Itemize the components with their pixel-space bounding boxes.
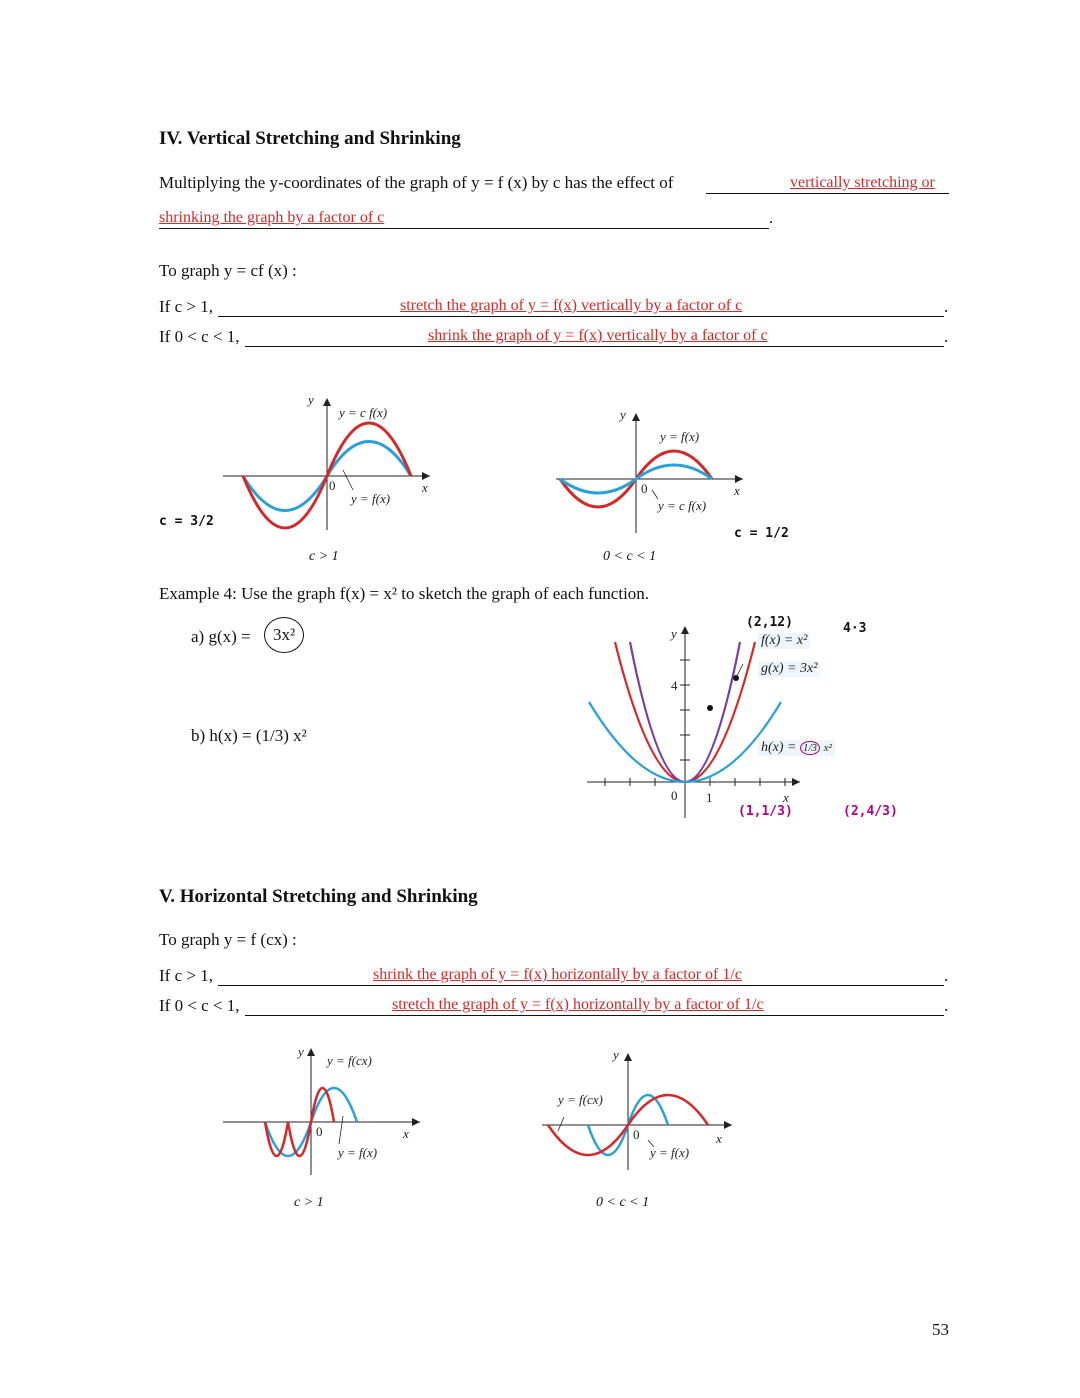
to-graph-fcx: To graph y = f (cx) : bbox=[159, 930, 297, 949]
label-f: y = f(x) bbox=[660, 429, 700, 444]
period: . bbox=[944, 297, 949, 316]
y-axis-label: y bbox=[308, 392, 314, 407]
h-case-2-label: If 0 < c < 1, bbox=[159, 996, 240, 1015]
h-case-2-answer: stretch the graph of y = f(x) horizontally by a factor of 1/c bbox=[392, 996, 764, 1013]
period: . bbox=[944, 327, 949, 346]
answer-line bbox=[159, 228, 769, 229]
label-h-suffix: x² bbox=[823, 742, 832, 754]
example-4-prompt: Example 4: Use the graph f(x) = x² to sketch the graph of each function. bbox=[159, 584, 650, 603]
vertical-stretch-graph bbox=[215, 390, 445, 540]
answer-line bbox=[218, 985, 944, 986]
caption-c-lt-1: 0 < c < 1 bbox=[603, 549, 657, 564]
y-axis-label: y bbox=[671, 626, 677, 641]
part-a-circled-expression: 3x² bbox=[264, 617, 304, 653]
x-axis-arrow bbox=[792, 778, 800, 786]
x-axis-label: x bbox=[734, 483, 740, 498]
y-axis-arrow bbox=[323, 398, 331, 406]
answer-line bbox=[218, 316, 944, 317]
x-axis-arrow bbox=[724, 1121, 732, 1129]
intro-answer-1: vertically stretching or bbox=[790, 174, 935, 191]
y-axis-label: y bbox=[298, 1044, 304, 1059]
pointer-line bbox=[558, 1117, 564, 1131]
case-2-label: If 0 < c < 1, bbox=[159, 327, 240, 346]
label-fcx: y = f(cx) bbox=[558, 1092, 603, 1107]
label-f-x-squared: f(x) = x² bbox=[758, 633, 810, 649]
horizontal-shrink-graph bbox=[215, 1040, 430, 1180]
period: . bbox=[944, 996, 949, 1015]
origin-label: 0 bbox=[641, 481, 648, 496]
case-1-label: If c > 1, bbox=[159, 297, 213, 316]
y-axis-label: y bbox=[613, 1047, 619, 1062]
x-axis-label: x bbox=[783, 790, 789, 805]
section-4-heading: IV. Vertical Stretching and Shrinking bbox=[159, 128, 461, 149]
x-axis-label: x bbox=[716, 1131, 722, 1146]
origin-label: 0 bbox=[633, 1127, 640, 1142]
label-h-prefix: h(x) = bbox=[761, 740, 797, 755]
period: . bbox=[944, 966, 949, 985]
label-cf: y = c f(x) bbox=[339, 405, 388, 420]
h-caption-c-gt-1: c > 1 bbox=[294, 1195, 324, 1210]
page-number: 53 bbox=[932, 1320, 949, 1339]
h-caption-c-lt-1: 0 < c < 1 bbox=[596, 1195, 650, 1210]
h-case-1-label: If c > 1, bbox=[159, 966, 213, 985]
answer-line bbox=[245, 346, 944, 347]
x-axis-arrow bbox=[412, 1118, 420, 1126]
pointer-line bbox=[343, 470, 353, 490]
x-axis-arrow bbox=[422, 472, 430, 480]
section-5-heading: V. Horizontal Stretching and Shrinking bbox=[159, 886, 478, 907]
label-h-fraction: 1/3 bbox=[800, 741, 820, 755]
answer-line bbox=[245, 1015, 944, 1016]
origin-label: 0 bbox=[316, 1124, 323, 1139]
label-f: y = f(x) bbox=[650, 1145, 690, 1160]
caption-c-gt-1: c > 1 bbox=[309, 549, 339, 564]
tick-4-label: 4 bbox=[671, 678, 678, 693]
pointer-line bbox=[339, 1116, 343, 1144]
x-axis-label: x bbox=[422, 480, 428, 495]
point-g-1 bbox=[707, 705, 713, 711]
horizontal-stretch-graph bbox=[540, 1045, 740, 1175]
label-f: y = f(x) bbox=[351, 491, 391, 506]
case-2-answer: shrink the graph of y = f(x) vertically by a factor of c bbox=[428, 327, 768, 344]
pointer-line bbox=[736, 664, 743, 678]
x-axis-arrow bbox=[735, 475, 743, 483]
vertical-shrink-graph bbox=[548, 405, 778, 535]
curve-fcx-ext bbox=[265, 1122, 288, 1156]
origin-label: 0 bbox=[329, 478, 336, 493]
note-point-2-four-thirds: (2,4/3) bbox=[843, 804, 898, 819]
part-b-label: b) h(x) = (1/3) x² bbox=[191, 726, 307, 745]
label-fcx: y = f(cx) bbox=[327, 1053, 372, 1068]
answer-line bbox=[706, 193, 949, 194]
note-c-3-2: c = 3/2 bbox=[159, 514, 214, 529]
x-axis-label: x bbox=[403, 1126, 409, 1141]
tick-1-label: 1 bbox=[706, 790, 713, 805]
y-axis-arrow bbox=[632, 413, 640, 421]
label-g-3x-squared: g(x) = 3x² bbox=[758, 661, 820, 677]
y-axis-arrow bbox=[307, 1048, 315, 1056]
period: . bbox=[769, 208, 774, 227]
part-a-label: a) g(x) = bbox=[191, 627, 251, 646]
intro-answer-2: shrinking the graph by a factor of c bbox=[159, 209, 385, 226]
section-4-intro: Multiplying the y-coordinates of the graph of y = f (x) by c has the effect of bbox=[159, 173, 674, 192]
label-h-third-x-squared bbox=[758, 740, 835, 756]
label-cf: y = c f(x) bbox=[658, 498, 707, 513]
example-4-parabola-graph bbox=[585, 620, 815, 825]
note-point-1-third: (1,1/3) bbox=[738, 804, 793, 819]
to-graph-cf: To graph y = cf (x) : bbox=[159, 261, 297, 280]
y-axis-label: y bbox=[620, 407, 626, 422]
case-1-answer: stretch the graph of y = f(x) vertically by a factor of c bbox=[400, 297, 743, 314]
note-c-1-2: c = 1/2 bbox=[734, 526, 789, 541]
y-axis-arrow bbox=[681, 626, 689, 634]
origin-label: 0 bbox=[671, 788, 678, 803]
y-axis-arrow bbox=[624, 1053, 632, 1061]
note-point-2-12: (2,12) bbox=[746, 615, 793, 630]
h-case-1-answer: shrink the graph of y = f(x) horizontally by a factor of 1/c bbox=[373, 966, 742, 983]
label-f: y = f(x) bbox=[338, 1145, 378, 1160]
note-calc: 4·3 bbox=[843, 621, 867, 636]
